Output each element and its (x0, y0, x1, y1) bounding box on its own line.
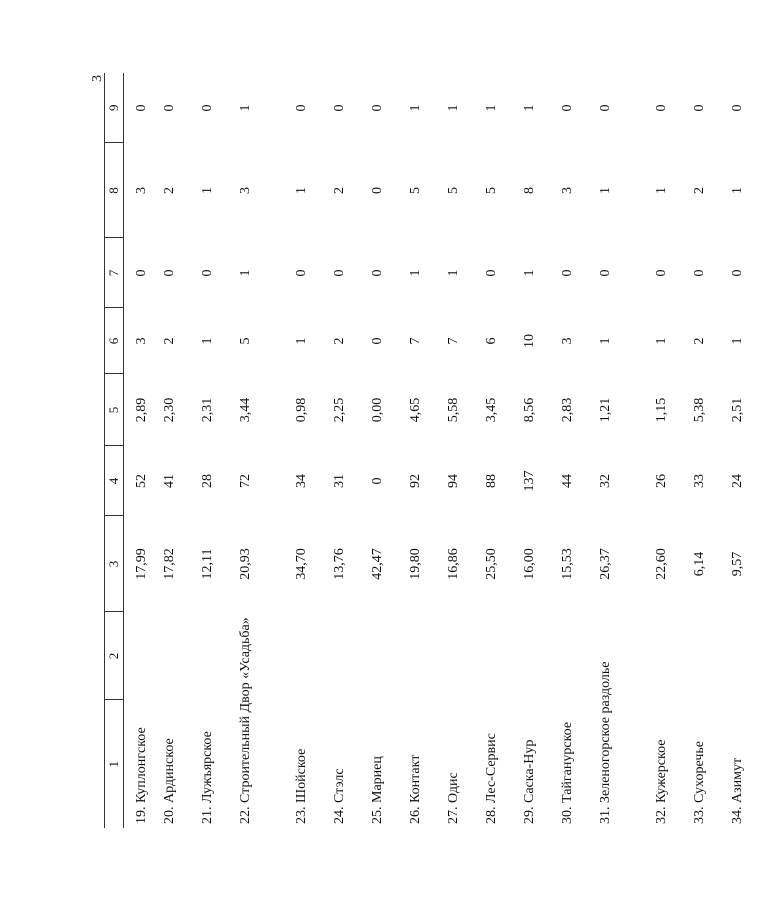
col-header-2: 2 (105, 612, 124, 700)
table-row (332, 73, 370, 828)
col-3-cell: 25,50 (483, 548, 499, 580)
col-7-cell: 1 (521, 269, 537, 277)
data-table (104, 73, 768, 828)
col-4-cell: 28 (199, 474, 215, 488)
col-4-cell: 88 (483, 474, 499, 488)
col-7-cell: 0 (134, 269, 149, 277)
table-row (200, 73, 238, 828)
col-5-cell: 8,56 (521, 397, 537, 423)
col-8-cell: 1 (199, 187, 215, 194)
col-8-cell: 2 (331, 187, 347, 194)
table-row (162, 73, 200, 828)
table-row (370, 73, 408, 828)
row-name-cell: 27. Одис (445, 772, 461, 824)
row-name-cell: 22. Строительный Двор «Усадьба» (237, 617, 253, 824)
row-name-cell: 21. Лужъярское (199, 731, 215, 824)
col-5-cell: 5,58 (445, 397, 461, 423)
col-3-cell: 6,14 (691, 551, 707, 577)
col-8-cell: 3 (134, 187, 149, 194)
col-7-cell: 0 (331, 269, 347, 277)
table-row (522, 73, 560, 828)
col-9-cell: 0 (331, 104, 347, 112)
col-4-cell: 33 (691, 474, 707, 488)
col-6-cell: 1 (653, 337, 669, 345)
col-8-cell: 0 (369, 187, 385, 194)
col-4-cell: 94 (445, 474, 461, 488)
col-5-cell: 1,21 (597, 397, 613, 423)
col-header-7: 7 (105, 238, 124, 308)
col-4-cell: 26 (653, 474, 669, 488)
col-6-cell: 3 (134, 337, 149, 345)
col-6-cell: 7 (407, 337, 423, 345)
col-4-cell: 32 (597, 474, 613, 488)
col-9-cell: 0 (653, 104, 669, 112)
col-7-cell: 0 (597, 269, 613, 277)
col-8-cell: 3 (559, 187, 575, 194)
col-9-cell: 1 (483, 104, 499, 112)
col-3-cell: 15,53 (559, 548, 575, 580)
col-7-cell: 0 (161, 269, 177, 277)
col-5-cell: 3,45 (483, 397, 499, 423)
col-7-cell: 0 (293, 269, 309, 277)
page-number: 3 (90, 75, 105, 82)
row-name-cell: 33. Сухоречье (691, 741, 707, 824)
col-9-cell: 1 (521, 104, 537, 112)
col-8-cell: 1 (653, 187, 669, 194)
row-name-cell: 19. Куплонгское (134, 727, 149, 824)
row-name-cell: 25. Мариец (369, 756, 385, 824)
col-5-cell: 2,83 (559, 397, 575, 423)
col-5-cell: 5,38 (691, 397, 707, 423)
col-5-cell: 2,89 (134, 397, 149, 423)
col-7-cell: 1 (445, 269, 461, 277)
col-7-cell: 1 (237, 269, 253, 277)
row-name-cell: 31. Зеленогорское раздолье (597, 661, 613, 824)
col-8-cell: 1 (597, 187, 613, 194)
table-row (238, 73, 294, 828)
col-8-cell: 8 (521, 187, 537, 194)
col-6-cell: 1 (597, 337, 613, 345)
col-9-cell: 1 (445, 104, 461, 112)
col-9-cell: 1 (407, 104, 423, 112)
col-3-cell: 17,99 (134, 548, 149, 580)
col-9-cell: 0 (559, 104, 575, 112)
col-8-cell: 3 (237, 187, 253, 194)
col-5-cell: 2,30 (161, 397, 177, 423)
col-7-cell: 0 (369, 269, 385, 277)
table-body (124, 73, 768, 828)
col-header-9: 9 (105, 73, 124, 143)
col-8-cell: 5 (407, 187, 423, 194)
col-8-cell: 5 (483, 187, 499, 194)
row-name-cell: 26. Контакт (407, 754, 423, 824)
col-4-cell: 92 (407, 474, 423, 488)
col-6-cell: 1 (293, 337, 309, 345)
col-4-cell: 34 (293, 474, 309, 488)
col-header-1: 1 (105, 700, 124, 828)
col-6-cell: 2 (691, 337, 707, 345)
col-6-cell: 0 (369, 337, 385, 345)
col-6-cell: 1 (199, 337, 215, 345)
col-5-cell: 2,31 (199, 397, 215, 423)
col-5-cell: 4,65 (407, 397, 423, 423)
table-row (408, 73, 446, 828)
col-9-cell: 0 (729, 104, 745, 112)
col-6-cell: 1 (729, 337, 745, 345)
col-6-cell: 6 (483, 337, 499, 345)
col-4-cell: 44 (559, 474, 575, 488)
col-5-cell: 2,51 (729, 397, 745, 423)
col-3-cell: 13,76 (331, 548, 347, 580)
col-8-cell: 1 (729, 187, 745, 194)
table-row (730, 73, 768, 828)
col-4-cell: 41 (161, 474, 177, 488)
col-3-cell: 34,70 (293, 548, 309, 580)
col-3-cell: 12,11 (199, 548, 215, 580)
table-row (294, 73, 332, 828)
table-row (654, 73, 692, 828)
row-name-cell: 29. Саска-Нур (521, 739, 537, 824)
col-9-cell: 0 (199, 104, 215, 112)
table-row (446, 73, 484, 828)
col-9-cell: 0 (691, 104, 707, 112)
table-row (484, 73, 522, 828)
col-3-cell: 9,57 (729, 551, 745, 577)
col-5-cell: 0,00 (369, 397, 385, 423)
table-row (598, 73, 654, 828)
col-7-cell: 0 (199, 269, 215, 277)
col-4-cell: 52 (134, 474, 149, 488)
col-6-cell: 3 (559, 337, 575, 345)
col-6-cell: 10 (521, 334, 537, 348)
table-row (560, 73, 598, 828)
col-3-cell: 16,86 (445, 548, 461, 580)
col-8-cell: 2 (161, 187, 177, 194)
col-7-cell: 0 (653, 269, 669, 277)
rotated-table-sheet (104, 73, 745, 828)
col-3-cell: 42,47 (369, 548, 385, 580)
col-6-cell: 7 (445, 337, 461, 345)
col-5-cell: 0,98 (293, 397, 309, 423)
col-6-cell: 5 (237, 337, 253, 345)
row-name-cell: 30. Тайганурское (559, 721, 575, 824)
col-5-cell: 1,15 (653, 397, 669, 423)
col-header-3: 3 (105, 516, 124, 612)
row-name-cell: 20. Ардинское (161, 738, 177, 824)
col-9-cell: 1 (237, 104, 253, 112)
col-8-cell: 2 (691, 187, 707, 194)
col-9-cell: 0 (293, 104, 309, 112)
col-5-cell: 3,44 (237, 397, 253, 423)
col-3-cell: 22,60 (653, 548, 669, 580)
table-row (124, 73, 162, 828)
col-7-cell: 0 (691, 269, 707, 277)
col-header-6: 6 (105, 308, 124, 374)
col-4-cell: 31 (331, 474, 347, 488)
col-header-5: 5 (105, 374, 124, 446)
col-9-cell: 0 (161, 104, 177, 112)
row-name-cell: 34. Азимут (729, 757, 745, 824)
col-4-cell: 72 (237, 474, 253, 488)
col-7-cell: 0 (483, 269, 499, 277)
header-row (105, 73, 124, 828)
col-3-cell: 19,80 (407, 548, 423, 580)
row-name-cell: 32. Кужерское (653, 739, 669, 824)
col-4-cell: 0 (369, 477, 385, 485)
col-header-8: 8 (105, 143, 124, 238)
col-9-cell: 0 (134, 104, 149, 112)
col-header-4: 4 (105, 446, 124, 516)
col-9-cell: 0 (597, 104, 613, 112)
col-8-cell: 5 (445, 187, 461, 194)
col-7-cell: 1 (407, 269, 423, 277)
row-name-cell: 28. Лес-Сервис (483, 733, 499, 824)
col-3-cell: 26,37 (597, 548, 613, 580)
col-7-cell: 0 (559, 269, 575, 277)
col-3-cell: 20,93 (237, 548, 253, 580)
row-name-cell: 23. Шойское (293, 748, 309, 824)
col-8-cell: 1 (293, 187, 309, 194)
table-row (692, 73, 730, 828)
col-6-cell: 2 (161, 337, 177, 345)
col-4-cell: 24 (729, 474, 745, 488)
col-6-cell: 2 (331, 337, 347, 345)
col-5-cell: 2,25 (331, 397, 347, 423)
col-9-cell: 0 (369, 104, 385, 112)
col-7-cell: 0 (729, 269, 745, 277)
col-4-cell: 137 (521, 470, 537, 492)
row-name-cell: 24. Стэлс (331, 768, 347, 824)
col-3-cell: 16,00 (521, 548, 537, 580)
col-3-cell: 17,82 (161, 548, 177, 580)
